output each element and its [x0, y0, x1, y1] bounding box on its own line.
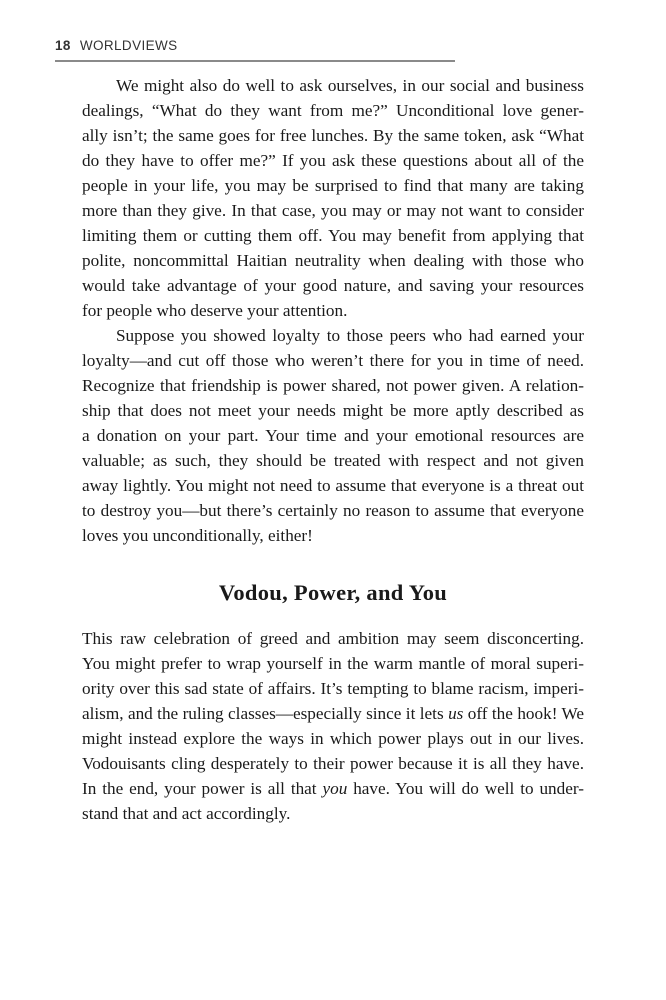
- text-line: away lightly. You might not need to assume that everyone is a threat out: [82, 476, 584, 495]
- text-line: for people who deserve your attention.: [82, 301, 348, 320]
- text-line: ally isn’t; the same goes for free lunches. By the same token, ask “What: [82, 126, 584, 145]
- text-line: people in your life, you may be surprised to find that many are taking: [82, 176, 584, 195]
- text-line: to destroy you—but there’s certainly no reason to assume that everyone: [82, 501, 584, 520]
- page-body: [82, 73, 584, 826]
- text-line: Recognize that friendship is power shared, not power given. A relation-: [82, 376, 584, 395]
- running-title: WORLDVIEWS: [79, 38, 178, 53]
- page-number: 18: [55, 38, 71, 53]
- text-line: polite, noncommittal Haitian neutrality when dealing with those who: [82, 251, 584, 270]
- text-run: In the end, your power is all that: [82, 779, 323, 798]
- text-line: might instead explore the ways in which power plays out in our lives.: [82, 729, 584, 748]
- text-line: ship that does not meet your needs might be more aptly described as: [82, 401, 584, 420]
- emphasis-text: you: [322, 779, 348, 798]
- text-line: valuable; as such, they should be treated with respect and not given: [82, 451, 584, 470]
- text-line: more than they give. In that case, you may or may not want to consider: [82, 201, 584, 220]
- running-header: [55, 38, 455, 53]
- header-rule: [55, 60, 455, 62]
- paragraph-2: [82, 323, 584, 548]
- text-line: loyalty—and cut off those who weren’t there for you in time of need.: [82, 351, 584, 370]
- text-run: off the hook! We: [463, 704, 584, 723]
- text-line: a donation on your part. Your time and your emotional resources are: [82, 426, 584, 445]
- text-line: limiting them or cutting them off. You may benefit from applying that: [82, 226, 584, 245]
- text-line: would take advantage of your good nature, and saving your resources: [82, 276, 584, 295]
- text-line: You might prefer to wrap yourself in the warm mantle of moral superi-: [82, 654, 584, 673]
- emphasis-text: us: [448, 704, 464, 723]
- text-line: We might also do well to ask ourselves, in our social and business: [116, 76, 584, 95]
- text-line: [82, 776, 584, 801]
- text-line: Suppose you showed loyalty to those peers who had earned your: [116, 326, 584, 345]
- text-run: have. You will do well to under-: [347, 779, 584, 798]
- text-line: This raw celebration of greed and ambition may seem disconcerting.: [82, 629, 584, 648]
- text-line: loves you unconditionally, either!: [82, 526, 313, 545]
- text-line: [82, 701, 584, 726]
- text-line: dealings, “What do they want from me?” Unconditional love gener-: [82, 101, 584, 120]
- section-heading: Vodou, Power, and You: [218, 580, 448, 605]
- text-run: alism, and the ruling classes—especially since it lets: [82, 704, 449, 723]
- text-line: stand that and act accordingly.: [82, 804, 291, 823]
- text-line: ority over this sad state of affairs. It’s tempting to blame racism, imperi-: [82, 679, 584, 698]
- text-line: Vodouisants cling desperately to their power because it is all they have.: [82, 754, 584, 773]
- paragraph-3: [82, 626, 584, 826]
- text-line: do they have to offer me?” If you ask these questions about all of the: [82, 151, 584, 170]
- paragraph-1: [82, 73, 584, 323]
